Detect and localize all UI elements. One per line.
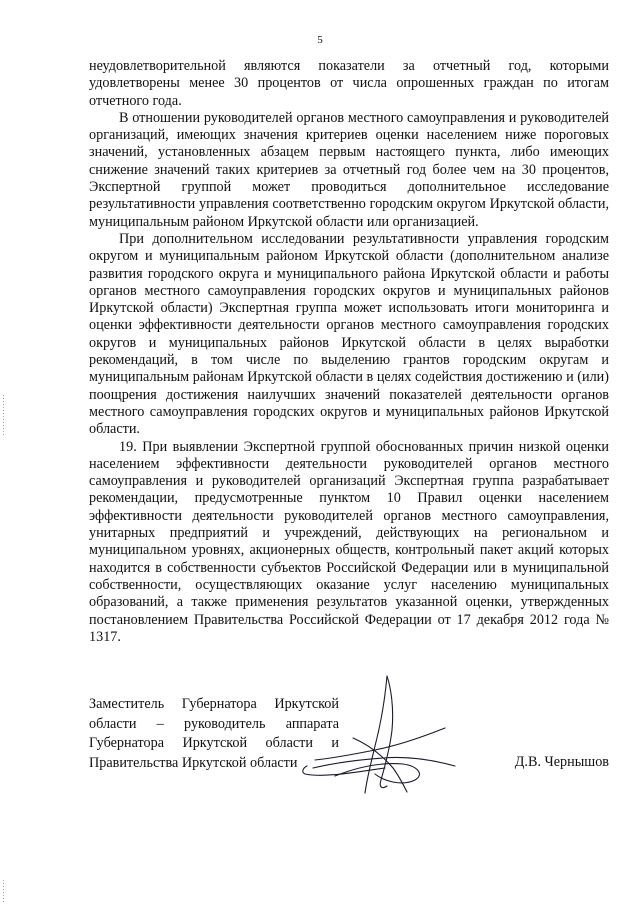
signatory-title-line: Заместитель Губернатора Иркутской — [89, 696, 339, 712]
signatory-name: Д.В. Чернышов — [514, 754, 609, 770]
paragraph: 19. При выявлении Экспертной группой обоснованных причин низкой оценки населением эффективности деятельности руководителей органов местного самоуправления и руководителей организаций Экспертная группа разрабатывает рекомендации, предусмотренные пунктом 10 Правил оценки населением эффективности деятельности руководителей органов местного самоуправления, унитарных предприятий и учреждений, действующих на региональном и муниципальном уровнях, акционерных обществ, контрольный пакет акций которых находится в собственности субъектов Российской Федерации или в муниципальной собственности, осуществляющих оказание услуг населению муниципальных образований, а также применения результатов указанной оценки, утвержденных постановлением Правительства Российской Федерации от 17 декабря 2012 года № 1317. — [89, 438, 609, 645]
signatory-title-line: Правительства Иркутской области — [89, 754, 298, 771]
scan-margin-mark — [3, 880, 4, 902]
signatory-title — [89, 695, 339, 773]
document-body — [89, 58, 609, 646]
scan-margin-mark — [3, 395, 4, 435]
paragraph: неудовлетворительной являются показатели за отчетный год, которыми удовлетворены менее 30 процентов от числа опрошенных граждан по итогам отчетного года. — [89, 58, 609, 109]
paragraph: В отношении руководителей органов местного самоуправления и руководителей организаций, имеющих значения критериев оценки населением ниже пороговых значений, установленных абзацем первым настоящего пункта, либо имеющих снижение значений таких критериев за отчетный год более чем на 30 процентов, Экспертной группой может проводиться дополнительное исследование результативности управления соответственно городским округом Иркутской области, муниципальным районом Иркутской области или организацией. — [89, 109, 609, 230]
signature-block — [89, 695, 609, 773]
page-number: 5 — [317, 34, 323, 46]
paragraph: При дополнительном исследовании результативности управления городским округом и муниципальным районом Иркутской области (дополнительном анализе развития городского округа и муниципального района Иркутской области и работы органов местного самоуправления городских округов и муниципальных районов Иркутской области) Экспертная группа может использовать итоги мониторинга и оценки эффективности деятельности органов местного самоуправления городских округов и муниципальных районов Иркутской области в целях выработки рекомендаций, в том числе по выделению грантов городским округам и муниципальным районам Иркутской области в целях содействия достижению и (или) поощрения достижения наилучших значений показателей деятельности органов местного самоуправления городских округов и муниципальных районов Иркутской области. — [89, 230, 609, 438]
signatory-title-line: области – руководитель аппарата — [89, 715, 339, 732]
signatory-title-line: Губернатора Иркутской области и — [89, 735, 339, 751]
